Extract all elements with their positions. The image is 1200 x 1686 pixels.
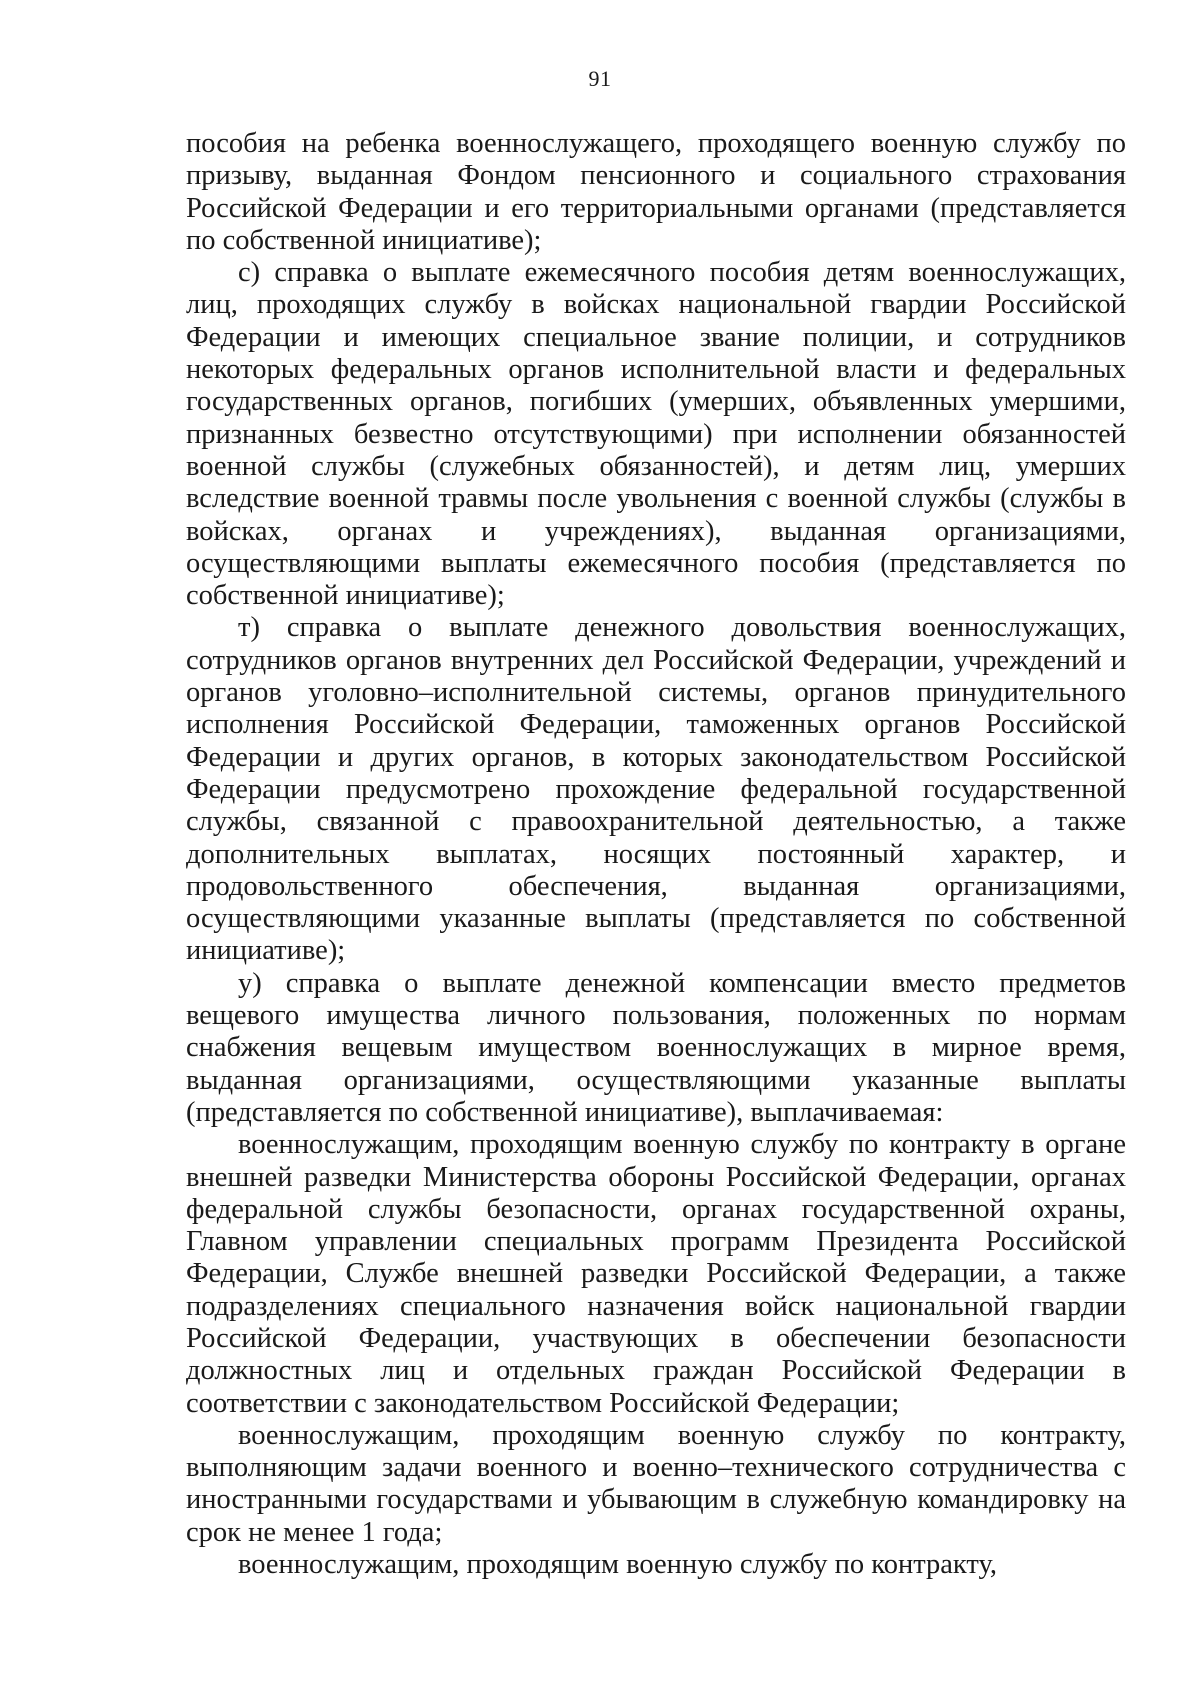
paragraph-subitem-1: военнослужащим, проходящим военную службу по контракту в органе внешней разведки Министерства обороны Российской Федерации, органах федеральной службы безопасности, органах государственной охраны, Главном управлении специальных программ Президента Российской Федерации, Службе внешней разведки Российской Федерации, а также подразделениях специального назначения войск национальной гвардии Российской Федерации, участвующих в обеспечении безопасности должностных лиц и отдельных граждан Российской Федерации в соответствии с законодательством Российской Федерации; xyxy=(186,1129,1126,1419)
paragraph-item-s: с) справка о выплате ежемесячного пособия детям военнослужащих, лиц, проходящих службу в войсках национальной гвардии Российской Федерации и имеющих специальное звание полиции, и сотрудников некоторых федеральных органов исполнительной власти и федеральных государственных органов, погибших (умерших, объявленных умершими, признанных безвестно отсутствующими) при исполнении обязанностей военной службы (служебных обязанностей), и детям лиц, умерших вследствие военной травмы после увольнения с военной службы (службы в войсках, органах и учреждениях), выданная организациями, осуществляющими выплаты ежемесячного пособия (представляется по собственной инициативе); xyxy=(186,257,1126,612)
paragraph-item-u: у) справка о выплате денежной компенсации вместо предметов вещевого имущества личного пользования, положенных по нормам снабжения вещевым имуществом военнослужащих в мирное время, выданная организациями, осуществляющими указанные выплаты (представляется по собственной инициативе), выплачиваемая: xyxy=(186,967,1126,1128)
paragraph-item-t: т) справка о выплате денежного довольствия военнослужащих, сотрудников органов внутренних дел Российской Федерации, учреждений и органов уголовно–исполнительной системы, органов принудительного исполнения Российской Федерации, таможенных органов Российской Федерации и других органов, в которых законодательством Российской Федерации предусмотрено прохождение федеральной государственной службы, связанной с правоохранительной деятельностью, а также дополнительных выплатах, носящих постоянный характер, и продовольственного обеспечения, выданная организациями, осуществляющими указанные выплаты (представляется по собственной инициативе); xyxy=(186,612,1126,967)
document-body xyxy=(186,128,1126,1581)
paragraph-subitem-3: военнослужащим, проходящим военную службу по контракту, xyxy=(238,1549,997,1581)
paragraph-subitem-2: военнослужащим, проходящим военную службу по контракту, выполняющим задачи военного и военно–технического сотрудничества с иностранными государствами и убывающим в служебную командировку на срок не менее 1 года; xyxy=(186,1419,1126,1548)
page-number: 91 xyxy=(588,66,612,91)
paragraph-continuation: пособия на ребенка военнослужащего, проходящего военную службу по призыву, выданная Фондом пенсионного и социального страхования Российской Федерации и его территориальными органами (представляется по собственной инициативе); xyxy=(186,128,1126,256)
